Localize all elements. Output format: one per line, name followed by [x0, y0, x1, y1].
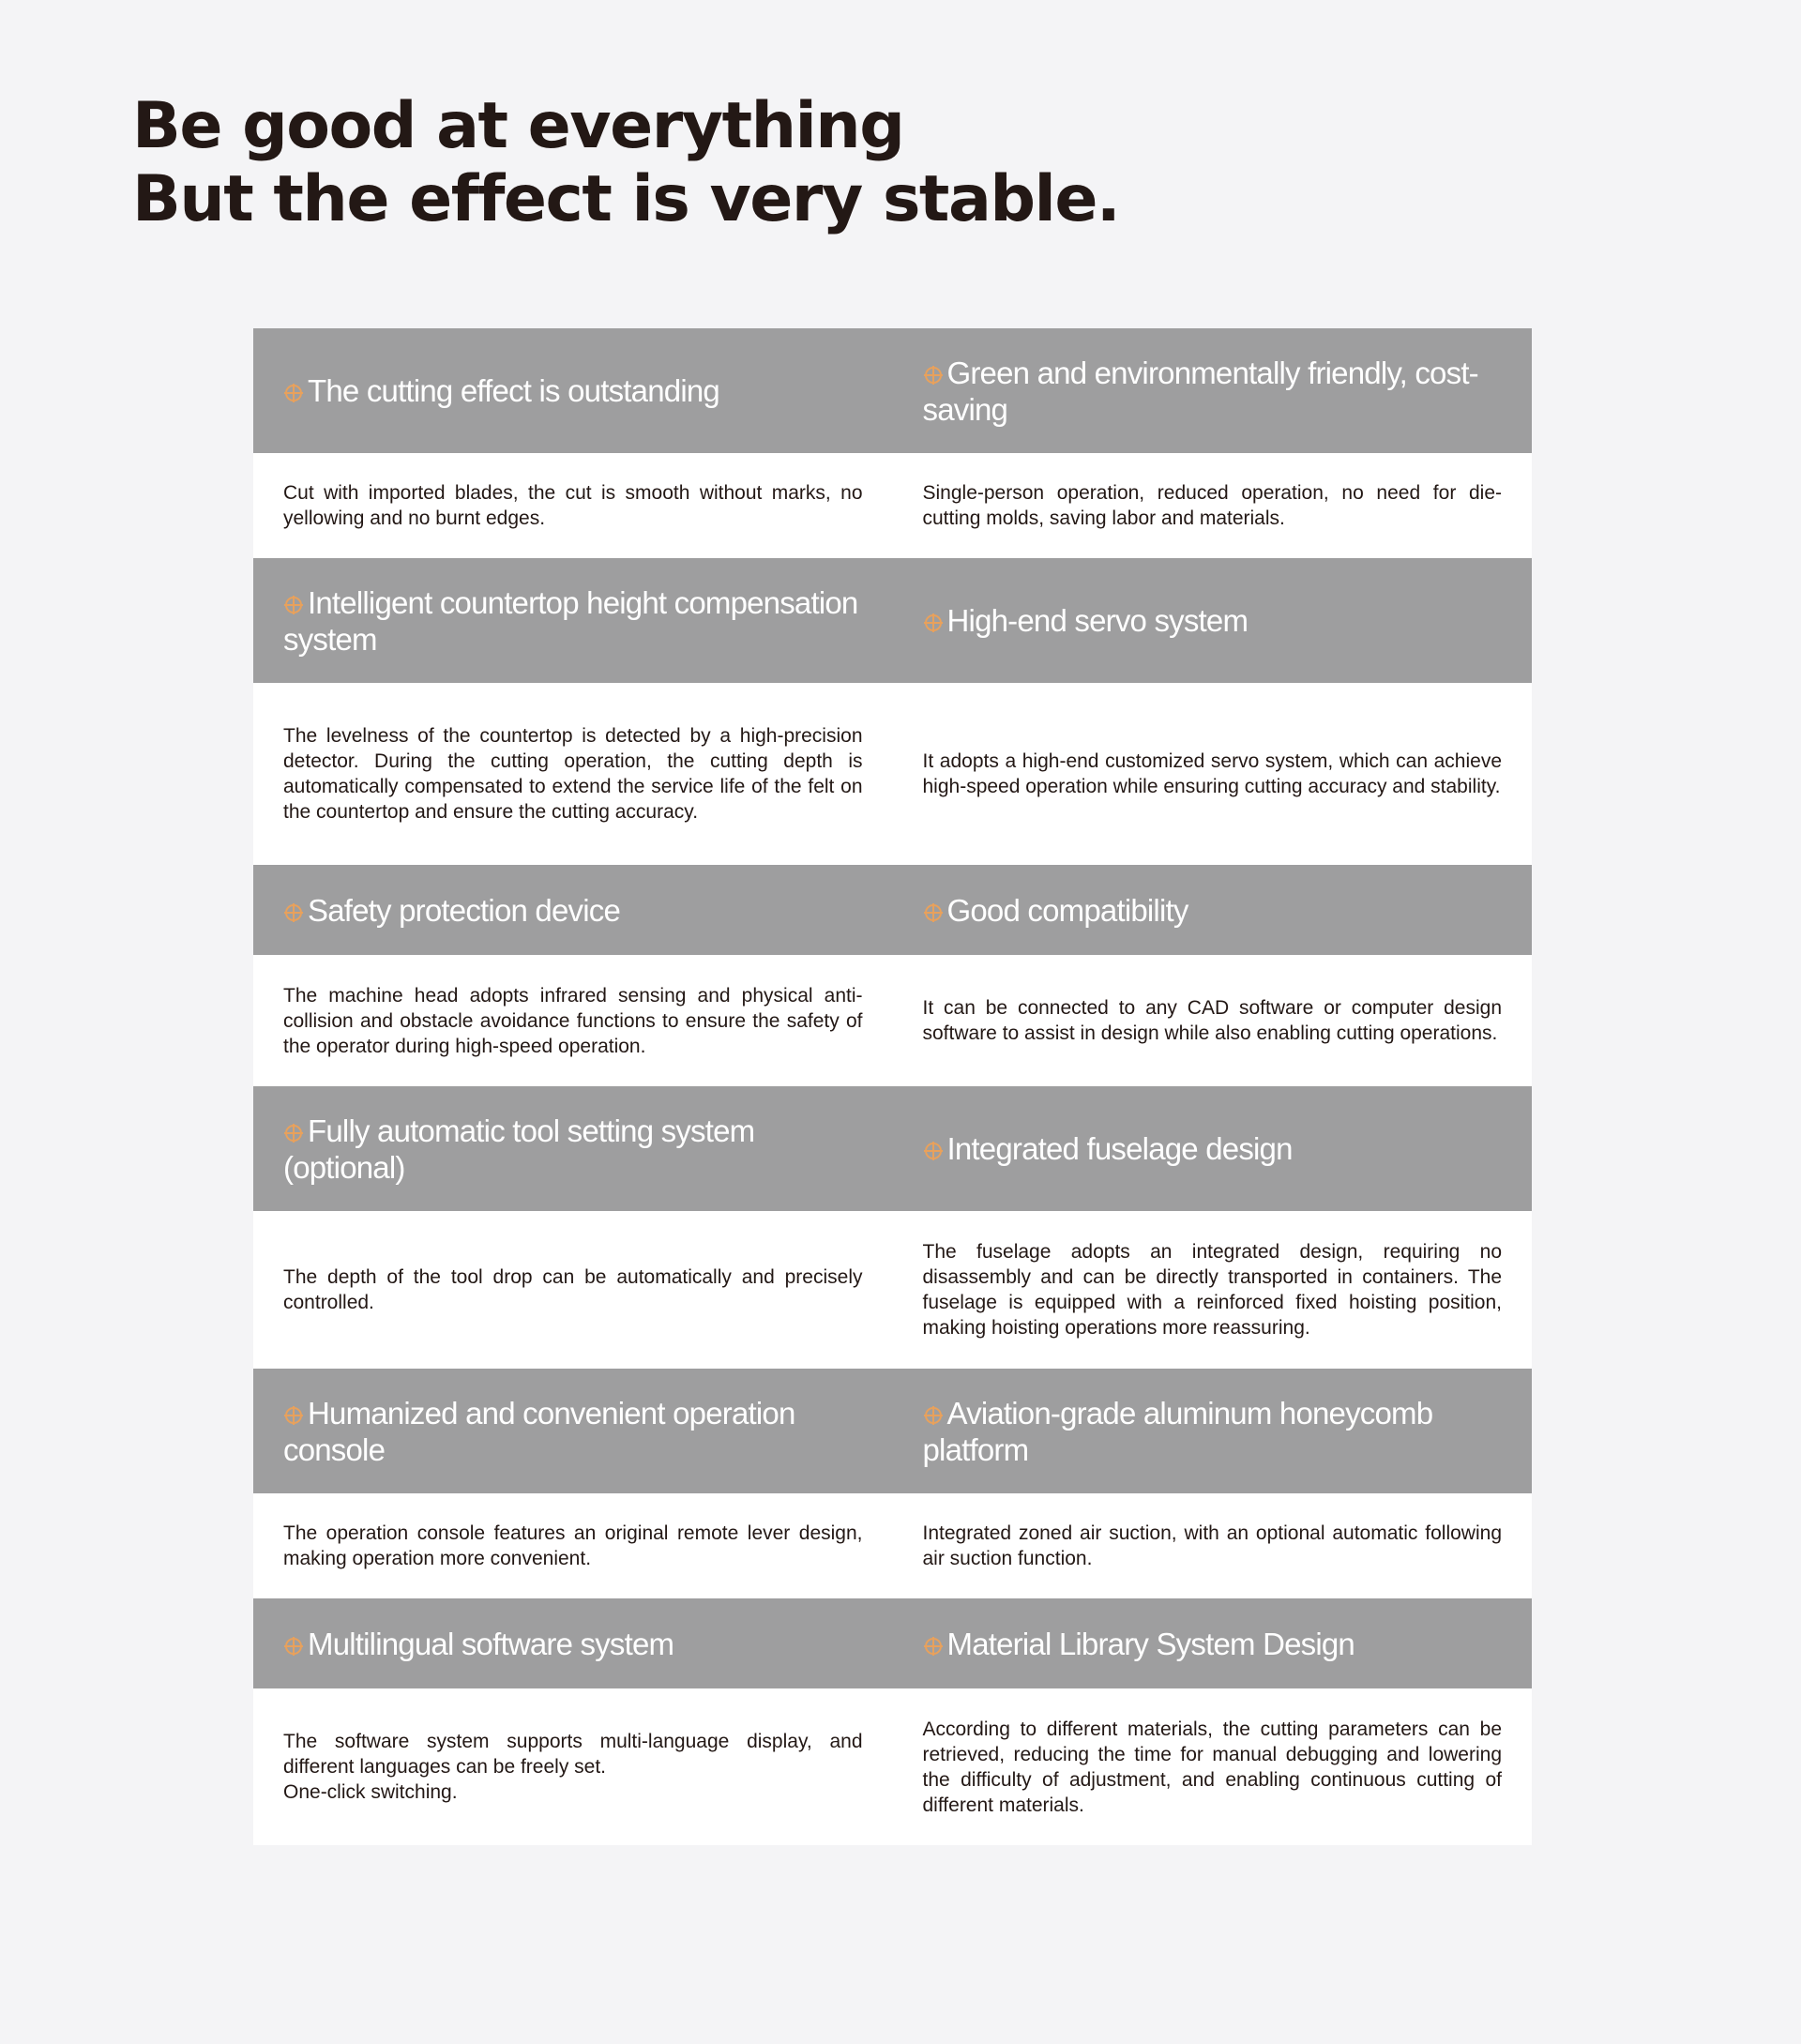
feature-title-cell	[893, 558, 1533, 683]
feature-description: The software system supports multi-language display, and different languages can be freely set. One-click switching.	[283, 1731, 863, 1803]
feature-title-cell	[253, 865, 893, 955]
feature-header-row	[253, 1598, 1532, 1688]
headline-line-2: But the effect is very stable.	[132, 162, 1120, 236]
crosshair-icon	[283, 595, 304, 615]
feature-description: Integrated zoned air suction, with an optional automatic following air suction function.	[922, 1522, 1502, 1569]
crosshair-icon	[923, 1405, 944, 1426]
crosshair-icon	[923, 365, 944, 386]
feature-title: Fully automatic tool setting system (optional)	[283, 1113, 755, 1185]
feature-description: The machine head adopts infrared sensing and physical anti-collision and obstacle avoidance functions to ensure the safety of the operator during high-speed operation.	[283, 984, 863, 1057]
feature-description: It adopts a high-end customized servo system, which can achieve high-speed operation while ensuring cutting accuracy and stability.	[922, 750, 1502, 797]
feature-description: The fuselage adopts an integrated design, requiring no disassembly and can be directly transported in containers. The fuselage is equipped with a reinforced fixed hoisting position, making hoisting operations more reassuring.	[922, 1241, 1502, 1339]
crosshair-icon	[283, 383, 304, 403]
crosshair-icon	[923, 902, 944, 923]
headline-line-1: Be good at everything	[132, 89, 904, 163]
crosshair-icon	[283, 902, 304, 923]
feature-desc-cell	[253, 955, 893, 1086]
crosshair-icon	[283, 1636, 304, 1657]
feature-desc-cell	[253, 1688, 893, 1845]
feature-description: It can be connected to any CAD software or computer design software to assist in design while also enabling cutting operations.	[922, 997, 1502, 1044]
feature-description: According to different materials, the cutting parameters can be retrieved, reducing the time for manual debugging and lowering the difficulty of adjustment, and enabling continuous cutting of different materials.	[922, 1718, 1502, 1816]
feature-title: Good compatibility	[946, 892, 1188, 928]
feature-title: Intelligent countertop height compensation system	[283, 584, 858, 657]
feature-header-row	[253, 328, 1532, 453]
crosshair-icon	[283, 1123, 304, 1143]
feature-title-cell	[253, 1598, 893, 1688]
feature-title: Multilingual software system	[308, 1626, 674, 1661]
feature-title: Humanized and convenient operation console	[283, 1395, 795, 1467]
feature-body-row	[253, 453, 1532, 558]
feature-title: High-end servo system	[946, 603, 1249, 638]
feature-desc-cell	[893, 955, 1533, 1086]
feature-body-row	[253, 683, 1532, 865]
feature-description: The operation console features an original remote lever design, making operation more convenient.	[283, 1522, 863, 1569]
feature-title: Integrated fuselage design	[946, 1131, 1293, 1166]
feature-title: Material Library System Design	[946, 1626, 1355, 1661]
feature-desc-cell	[253, 453, 893, 558]
feature-desc-cell	[253, 683, 893, 865]
feature-desc-cell	[893, 683, 1533, 865]
crosshair-icon	[923, 1141, 944, 1161]
feature-desc-cell	[893, 1493, 1533, 1598]
feature-description: The depth of the tool drop can be automatically and precisely controlled.	[283, 1266, 863, 1313]
feature-title-cell	[253, 1369, 893, 1493]
feature-desc-cell	[253, 1211, 893, 1369]
feature-title-cell	[893, 1086, 1533, 1211]
page-title	[132, 90, 1119, 236]
feature-table	[253, 328, 1532, 1845]
feature-description: Cut with imported blades, the cut is smooth without marks, no yellowing and no burnt edges.	[283, 482, 863, 529]
feature-title-cell	[253, 558, 893, 683]
feature-body-row	[253, 1493, 1532, 1598]
feature-title-cell	[893, 865, 1533, 955]
feature-title-cell	[893, 1598, 1533, 1688]
feature-body-row	[253, 1688, 1532, 1845]
feature-header-row	[253, 865, 1532, 955]
feature-description: Single-person operation, reduced operation, no need for die-cutting molds, saving labor and materials.	[922, 482, 1502, 529]
feature-desc-cell	[253, 1493, 893, 1598]
feature-header-row	[253, 1369, 1532, 1493]
feature-title-cell	[253, 1086, 893, 1211]
feature-title: Safety protection device	[308, 892, 621, 928]
feature-title-cell	[253, 328, 893, 453]
feature-title: Green and environmentally friendly, cost-saving	[922, 355, 1478, 427]
feature-title: Aviation-grade aluminum honeycomb platform	[922, 1395, 1433, 1467]
crosshair-icon	[283, 1405, 304, 1426]
crosshair-icon	[923, 613, 944, 633]
feature-header-row	[253, 1086, 1532, 1211]
feature-desc-cell	[893, 1211, 1533, 1369]
feature-title-cell	[893, 1369, 1533, 1493]
feature-body-row	[253, 955, 1532, 1086]
crosshair-icon	[923, 1636, 944, 1657]
feature-body-row	[253, 1211, 1532, 1369]
feature-header-row	[253, 558, 1532, 683]
feature-title-cell	[893, 328, 1533, 453]
feature-desc-cell	[893, 1688, 1533, 1845]
feature-desc-cell	[893, 453, 1533, 558]
feature-title: The cutting effect is outstanding	[308, 373, 719, 408]
feature-description: The levelness of the countertop is detected by a high-precision detector. During the cutting operation, the cutting depth is automatically compensated to extend the service life of the felt on the countertop and ensure the cutting accuracy.	[283, 725, 863, 823]
